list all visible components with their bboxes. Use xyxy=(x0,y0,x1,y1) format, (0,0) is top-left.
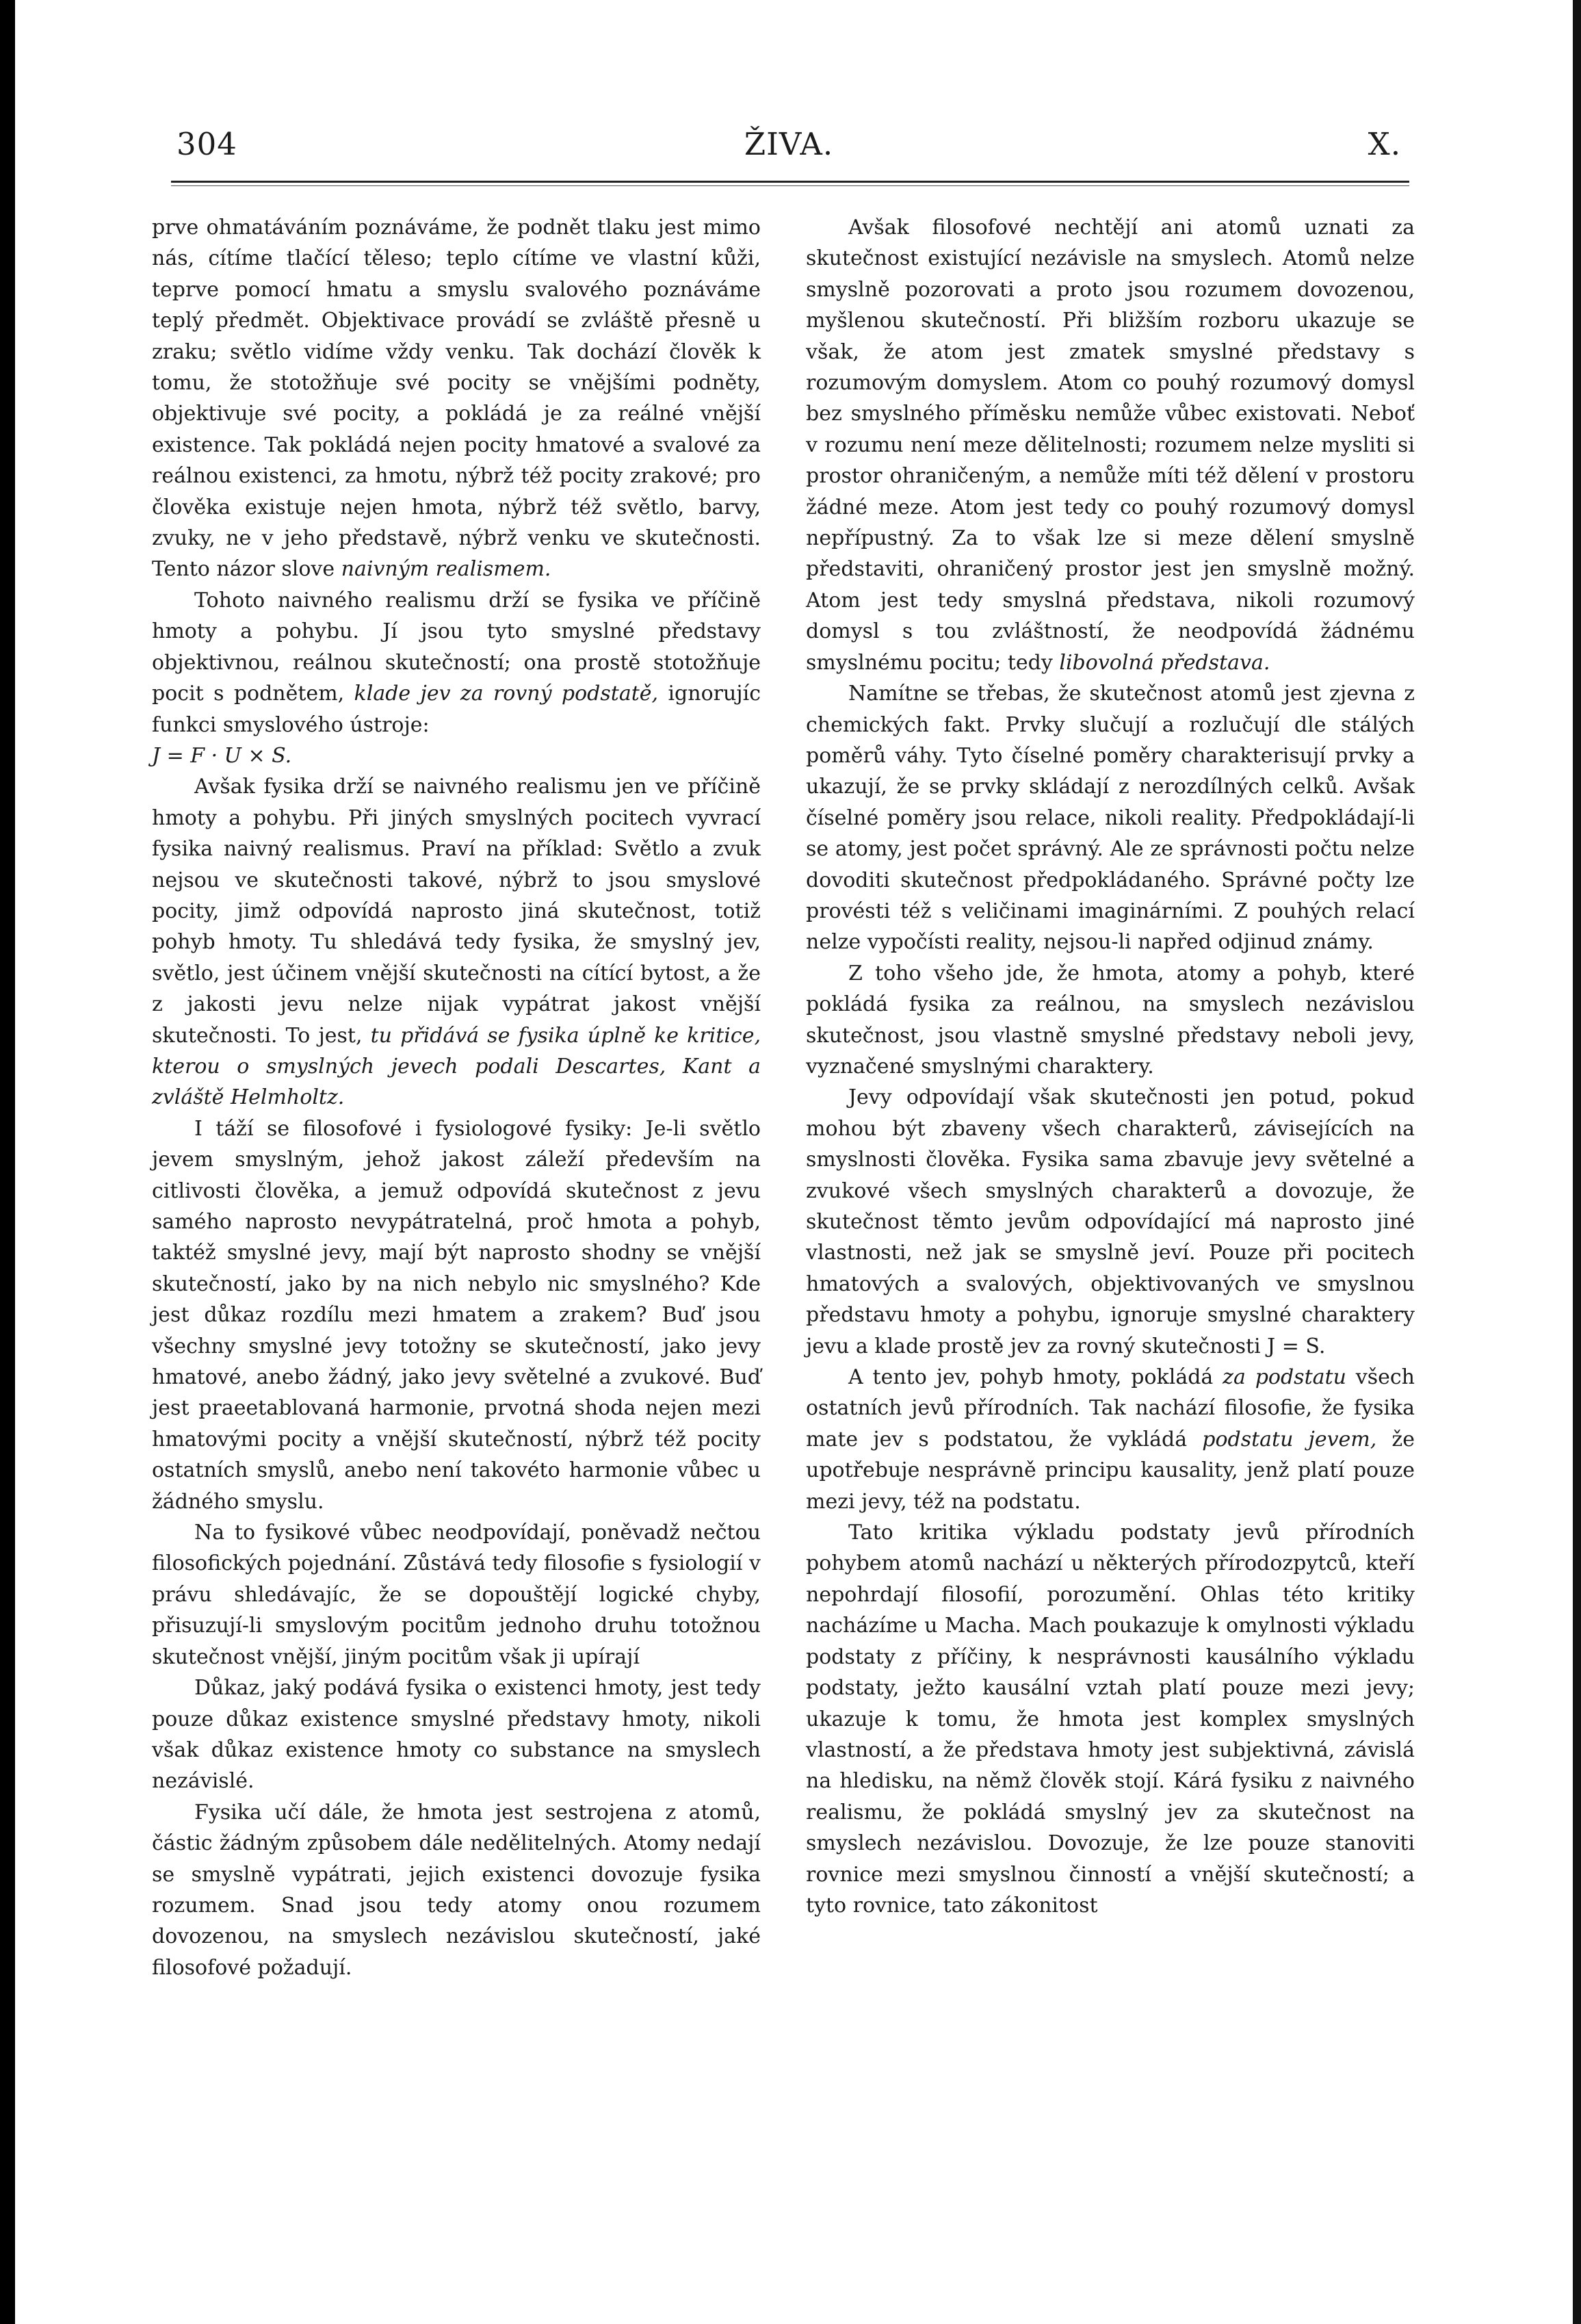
paragraph: Avšak fysika drží se naivného realismu jen ve příčině hmoty a pohybu. Při jiných smyslných pocitech vyvrací fysika naivný realismus. Praví na příklad: Světlo a zvuk nejsou ve skutečnosti takové, nýbrž to jsou smyslové pocity, jimž odpovídá naprosto jiná skutečnost, totiž pohyb hmoty. Tu shledává tedy fysika, že smyslný jev, světlo, jest účinem vnější skutečnosti na cítící bytost, a že z jakosti jevu nelze nijak vypátrat jakost vnější skutečnosti. To jest, tu přidává se fysika úplně ke kritice, kterou o smyslných jevech podali Descartes, Kant a zvláště Helmholtz. xyxy=(152,775,761,1110)
right-column xyxy=(806,212,1415,1921)
paragraph: prve ohmatáváním poznáváme, že podnět tlaku jest mimo nás, cítíme tlačící těleso; teplo cítíme ve vlastní kůži, teprve pomocí hmatu a smyslu svalového poznáváme teplý předmět. Objektivace provádí se zvláště přesně u zraku; světlo vidíme vždy venku. Tak dochází člověk k tomu, že stotožňuje své pocity se vnějšími podněty, objektivuje své pocity, a pokládá je za reálné vnější existence. Tak pokládá nejen pocity hmatové a svalové za reálnou existenci, za hmotu, nýbrž též pocity zrakové; pro člověka existuje nejen hmota, nýbrž též světlo, barvy, zvuky, ne v jeho představě, nýbrž venku ve skutečnosti. Tento názor slove naivným realismem. xyxy=(152,216,761,582)
header-rule xyxy=(171,181,1409,183)
paragraph: Důkaz, jaký podává fysika o existenci hmoty, jest tedy pouze důkaz existence smyslné představy hmoty, nikoli však důkaz existence hmoty co substance na smyslech nezávislé. xyxy=(152,1676,761,1794)
paragraph: Z toho všeho jde, že hmota, atomy a pohyb, které pokládá fysika za reálnou, na smyslech nezávislou skutečnost, jsou vlastně smyslné představy neboli jevy, vyznačené smyslnými charaktery. xyxy=(806,961,1415,1079)
scan-left-edge xyxy=(0,0,15,2324)
scan-right-edge xyxy=(1573,0,1581,2324)
paragraph: Tohoto naivného realismu drží se fysika ve příčině hmoty a pohybu. Jí jsou tyto smyslné představy objektivnou, reálnou skutečností; ona prostě stotožňuje pocit s podnětem, klade jev za rovný podstatě, ignorujíc funkci smyslového ústroje: J = F · U × S. xyxy=(152,588,761,768)
paragraph: Fysika učí dále, že hmota jest sestrojena z atomů, částic žádným způsobem dále nedělitelných. Atomy nedají se smyslně vypátrati, jejich existenci dovozuje fysika rozumem. Snad jsou tedy atomy onou rozumem dovozenou, na smyslech nezávislou skutečností, jaké filosofové požadují. xyxy=(152,1800,761,1980)
running-header xyxy=(177,126,1401,167)
volume-number: X. xyxy=(1368,126,1401,162)
paragraph: A tento jev, pohyb hmoty, pokládá za podstatu všech ostatních jevů přírodních. Tak nachází filosofie, že fysika mate jev s podstatou, že vykládá podstatu jevem, že upotřebuje nesprávně principu kausality, jenž platí pouze mezi jevy, též na podstatu. xyxy=(806,1365,1415,1514)
page-number: 304 xyxy=(177,126,237,162)
formula: J = F · U × S. xyxy=(152,743,292,768)
paragraph: Na to fysikové vůbec neodpovídají, poněvadž nečtou filosofických pojednání. Zůstává tedy filosofie s fysiologií v právu shledávajíc, že se dopouštějí logické chyby, přisuzují-li smyslovým pocitům jednoho druhu totožnou skutečnost vnější, jiným pocitům však ji upírají xyxy=(152,1521,761,1669)
paragraph: Avšak filosofové nechtějí ani atomů uznati za skutečnost existující nezávisle na smyslech. Atomů nelze smyslně pozorovati a proto jsou rozumem dovozenou, myšlenou skutečností. Při bližším rozboru ukazuje se však, že atom jest zmatek smyslné představy s rozumovým domyslem. Atom co pouhý rozumový domysl bez smyslného příměsku nemůže vůbec existovati. Neboť v rozumu není meze dělitelnosti; rozumem nelze mysliti si prostor ohraničeným, a nemůže míti též dělení v prostoru žádné meze. Atom jest tedy co pouhý rozumový domysl nepřípustný. Za to však lze si meze dělení smyslně představiti, ohraničený prostor jest jen smyslně možný. Atom jest tedy smyslná představa, nikoli rozumový domysl s tou zvláštností, že neodpovídá žádnému smyslnému pocitu; tedy libovolná představa. xyxy=(806,216,1415,675)
journal-title: ŽIVA. xyxy=(744,126,834,162)
paragraph: Jevy odpovídají však skutečnosti jen potud, pokud mohou být zbaveny všech charakterů, závisejících na smyslnosti člověka. Fysika sama zbavuje jevy světelné a zvukové všech smyslných charakterů a dovozuje, že skutečnost těmto jevům odpovídající má naprosto jiné vlastnosti, než jak se smyslně jeví. Pouze při pocitech hmatových a svalových, objektivovaných ve smyslnou představu hmoty a pohybu, ignoruje smyslné charaktery jevu a klade prostě jev za rovný skutečnosti J = S. xyxy=(806,1085,1415,1358)
paragraph: Tato kritika výkladu podstaty jevů přírodních pohybem atomů nachází u některých přírodozpytců, kteří nepohrdají filosofií, porozumění. Ohlas této kritiky nacházíme u Macha. Mach poukazuje k omylnosti výkladu podstaty z příčiny, k nesprávnosti kausálního výkladu podstaty, ježto kausální vztah platí pouze mezi jevy; ukazuje k tomu, že hmota jest komplex smyslných vlastností, a že představa hmoty jest subjektivná, závislá na hledisku, na němž člověk stojí. Kárá fysiku z naivného realismu, že pokládá smyslný jev za skutečnost na smyslech nezávislou. Dovozuje, že lze pouze stanoviti rovnice mezi smyslnou činností a vnější skutečností; a tyto rovnice, tato zákonitost xyxy=(806,1521,1415,1918)
paragraph: I táží se filosofové i fysiologové fysiky: Je-li světlo jevem smyslným, jehož jakost záleží především na citlivosti člověka, a jemuž odpovídá skutečnost z jevu samého naprosto nevypátratelná, proč hmota a pohyb, taktéž smyslné jevy, mají být naprosto shodny se vnější skutečností, jako by na nich nebylo nic smyslného? Kde jest důkaz rozdílu mezi hmatem a zrakem? Buď jsou všechny smyslné jevy totožny se skutečností, jako jevy hmatové, anebo žádný, jako jevy světelné a zvukové. Buď jest praeetablovaná harmonie, prvotná shoda nejen mezi hmatovými pocity a vnější skutečností, nýbrž též pocity ostatních smyslů, anebo není takovéto harmonie vůbec u žádného smyslu. xyxy=(152,1116,761,1514)
header-rule-thin xyxy=(171,185,1409,186)
paragraph: Namítne se třebas, že skutečnost atomů jest zjevna z chemických fakt. Prvky slučují a rozlučují dle stálých poměrů váhy. Tyto číselné poměry charakterisují prvky a ukazují, že se prvky skládají z nerozdílných celků. Avšak číselné poměry jsou relace, nikoli reality. Předpokládají-li se atomy, jest počet správný. Ale ze správnosti počtu nelze dovoditi skutečnost předpokládaného. Správné počty lze provésti též s veličinami imaginárními. Z pouhých relací nelze vypočísti reality, nejsou-li napřed odjinud známy. xyxy=(806,682,1415,955)
left-column xyxy=(152,212,761,1983)
